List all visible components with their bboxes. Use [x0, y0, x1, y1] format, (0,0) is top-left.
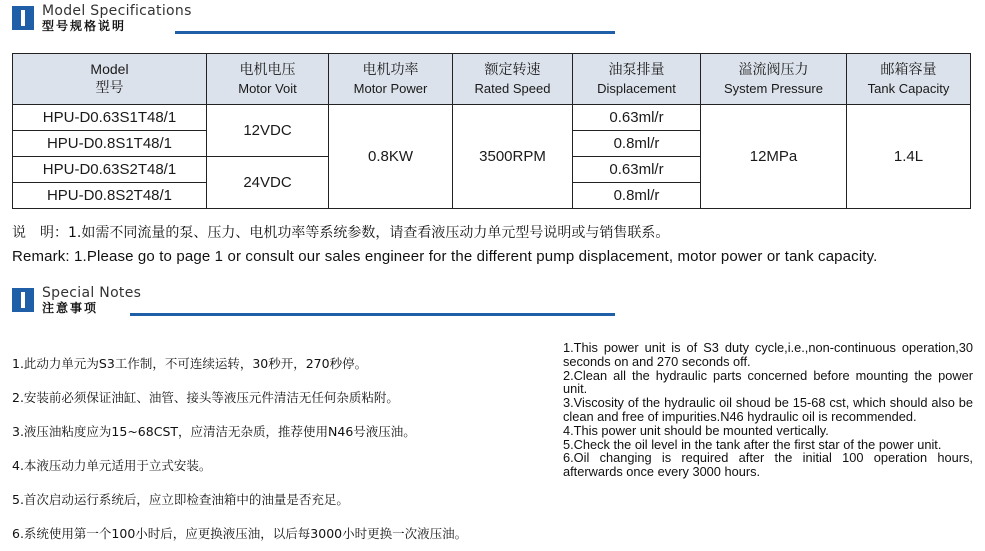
- section-marker-icon: [12, 288, 34, 312]
- model-spec-title-cn: 型号规格说明: [42, 19, 127, 33]
- speed-cell: 3500RPM: [453, 105, 573, 209]
- notes-title-en: Special Notes: [42, 285, 142, 301]
- model-cell: HPU-D0.63S1T48/1: [13, 105, 207, 131]
- special-notes-heading: [12, 286, 141, 314]
- displacement-cell: 0.8ml/r: [573, 131, 701, 157]
- model-spec-heading: [12, 4, 192, 32]
- displacement-cell: 0.8ml/r: [573, 183, 701, 209]
- notes-underline: [130, 313, 615, 316]
- list-item: 3.Viscosity of the hydraulic oil shoud be 15-68 cst, which should also be clean and free of impurities.N46 hydraulic oil is recommended.: [563, 395, 973, 424]
- remark-cn: 说 明：1.如需不同流量的泵、压力、电机功率等系统参数，请查看液压动力单元型号说明或与销售联系。: [12, 225, 670, 241]
- list-item: 4.本液压动力单元适用于立式安装。: [12, 458, 212, 473]
- voltage-cell: 12VDC: [207, 105, 329, 157]
- list-item: 2.安装前必须保证油缸、油管、接头等液压元件清洁无任何杂质粘附。: [12, 390, 399, 405]
- header-displacement: 油泵排量 Displacement: [573, 54, 701, 105]
- list-item: 5.Check the oil level in the tank after the first star of the power unit.: [563, 436, 942, 452]
- list-item: 3.液压油粘度应为15~68CST，应清洁无杂质，推荐使用N46号液压油。: [12, 424, 416, 439]
- header-tank: 邮箱容量 Tank Capacity: [847, 54, 971, 105]
- model-cell: HPU-D0.63S2T48/1: [13, 157, 207, 183]
- header-pressure: 溢流阀压力 System Pressure: [701, 54, 847, 105]
- list-item: 4.This power unit should be mounted vertically.: [563, 422, 829, 438]
- section-marker-icon: [12, 6, 34, 30]
- displacement-cell: 0.63ml/r: [573, 157, 701, 183]
- displacement-cell: 0.63ml/r: [573, 105, 701, 131]
- table-row: [13, 105, 971, 131]
- table-header-row: [13, 54, 971, 105]
- list-item: 1.This power unit is of S3 duty cycle,i.e.,non-continuous operation,30 seconds on and 270 seconds off.: [563, 340, 973, 369]
- model-spec-title-en: Model Specifications: [42, 3, 192, 19]
- list-item: 6.Oil changing is required after the initial 100 operation hours, afterwards once every 3000 hours.: [563, 450, 973, 480]
- tank-cell: 1.4L: [847, 105, 971, 209]
- power-cell: 0.8KW: [329, 105, 453, 209]
- model-spec-underline: [175, 31, 615, 34]
- remark-en: Remark: 1.Please go to page 1 or consult our sales engineer for the different pump displacement, motor power or tank capacity.: [12, 248, 878, 265]
- spec-table: [12, 53, 971, 209]
- header-model: Model 型号: [13, 54, 207, 105]
- list-item: 2.Clean all the hydraulic parts concerned before mounting the power unit.: [563, 367, 973, 397]
- list-item: 5.首次启动运行系统后，应立即检查油箱中的油量是否充足。: [12, 492, 349, 507]
- pressure-cell: 12MPa: [701, 105, 847, 209]
- list-item: 1.此动力单元为S3工作制，不可连续运转，30秒开，270秒停。: [12, 356, 368, 371]
- notes-title-cn: 注意事项: [42, 301, 99, 315]
- notes-en-list: [563, 341, 973, 479]
- model-cell: HPU-D0.8S2T48/1: [13, 183, 207, 209]
- list-item: 6.系统使用第一个100小时后，应更换液压油，以后每3000小时更换一次液压油。: [12, 526, 468, 541]
- notes-cn-list: [12, 347, 557, 551]
- voltage-cell: 24VDC: [207, 157, 329, 209]
- header-voltage: 电机电压 Motor Voit: [207, 54, 329, 105]
- header-speed: 额定转速 Rated Speed: [453, 54, 573, 105]
- header-power: 电机功率 Motor Power: [329, 54, 453, 105]
- model-cell: HPU-D0.8S1T48/1: [13, 131, 207, 157]
